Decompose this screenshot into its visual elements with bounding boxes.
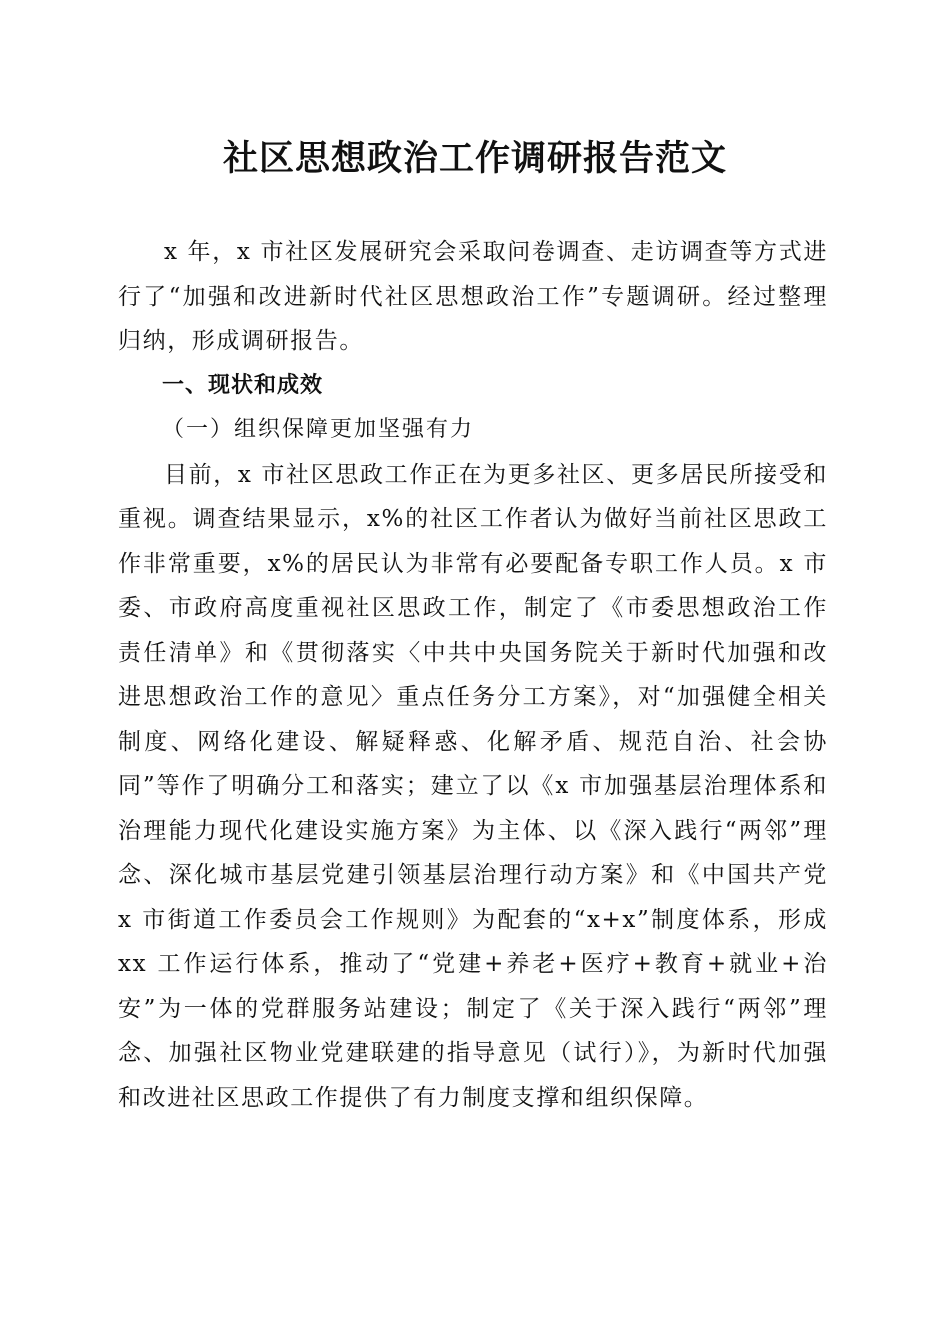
document-body [118,230,828,1120]
subsection-heading: （一）组织保障更加坚强有力 [162,417,475,442]
body-paragraph: 目前，x 市社区思政工作正在为更多社区、更多居民所接受和重视。调查结果显示，x%的社区工作者认为做好当前社区思政工作非常重要，x%的居民认为非常有必要配备专职工作人员。x 市委、市政府高度重视社区思政工作，制定了《市委思想政治工作责任清单》和《贯彻落实〈中共中央国务院关于新时代加强和改进思想政治工作的意见〉重点任务分工方案》，对“加强健全相关制度、网络化建设、解疑释惑、化解矛盾、规范自治、社会协同”等作了明确分工和落实；建立了以《x 市加强基层治理体系和治理能力现代化建设实施方案》为主体、以《深入践行“两邻”理念、深化城市基层党建引领基层治理行动方案》和《中国共产党 x 市街道工作委员会工作规则》为配套的“x+x”制度体系，形成 xx 工作运行体系，推动了“党建+养老+医疗+教育+就业+治安”为一体的党群服务站建设；制定了《关于深入践行“两邻”理念、加强社区物业党建联建的指导意见（试行）》，为新时代加强和改进社区思政工作提供了有力制度支撑和组织保障。 [118,461,828,1111]
document-title: 社区思想政治工作调研报告范文 [222,138,727,179]
intro-paragraph: x 年，x 市社区发展研究会采取问卷调查、走访调查等方式进行了“加强和改进新时代社区思想政治工作”专题调研。经过整理归纳，形成调研报告。 [118,239,828,354]
section-heading: 一、现状和成效 [162,372,324,398]
